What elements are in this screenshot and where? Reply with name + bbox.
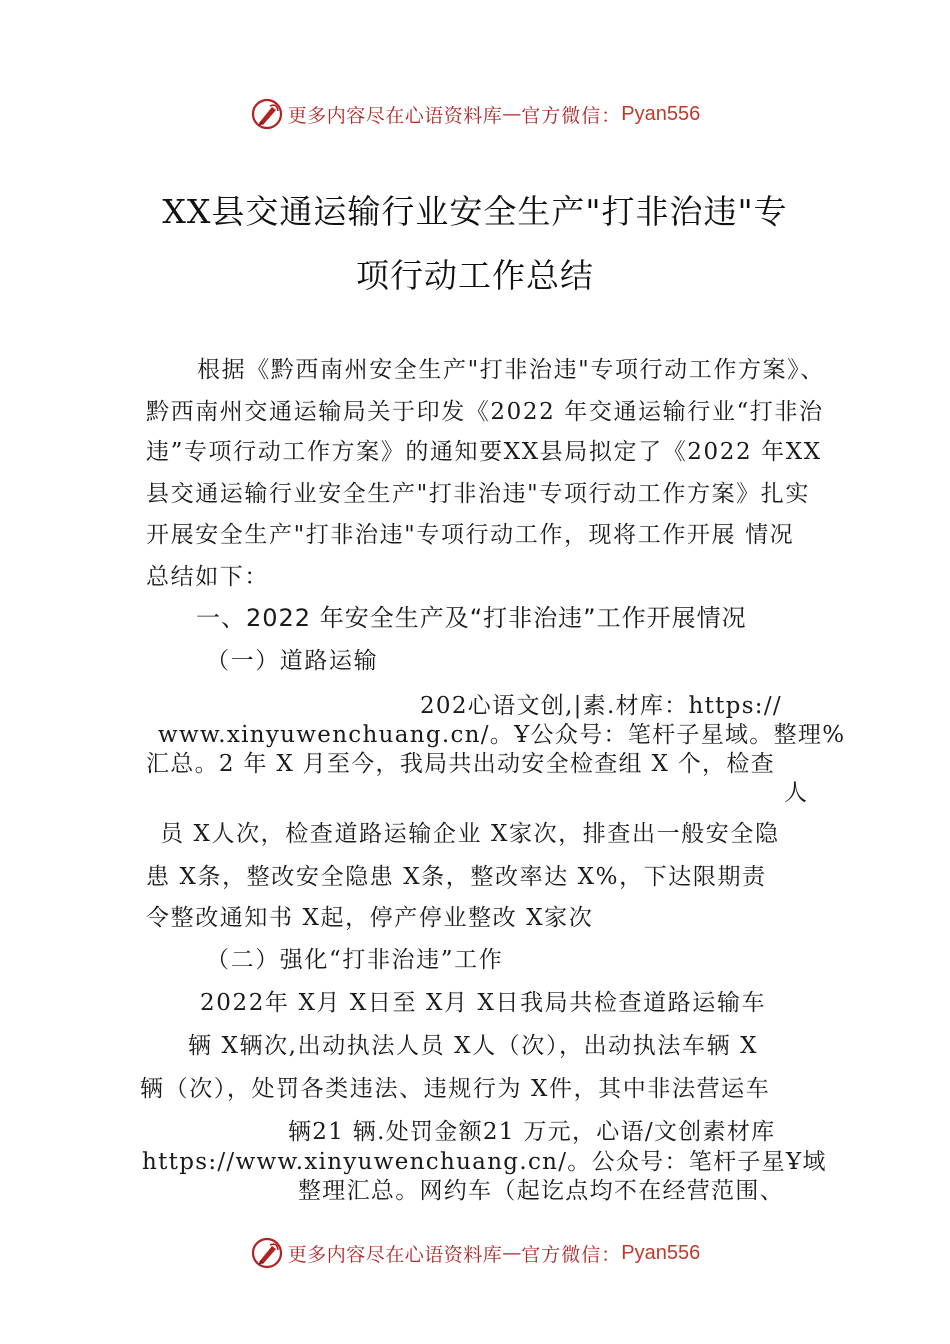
banner-brand-text: 更多内容尽在心语资料库: [287, 104, 503, 127]
banner-wechat-id: Pyan556: [621, 102, 701, 125]
body-line: 辆 X辆次,出动执法人员 X人（次），出动执法车辆 X: [188, 1033, 759, 1059]
body-line: 辆（次），处罚各类违法、违规行为 X件，其中非法营运车: [140, 1076, 771, 1102]
pen-nib-logo-icon: [250, 97, 284, 131]
body-line: 县交通运输行业安全生产"打非治违"专项行动工作方案》扎实: [146, 481, 810, 507]
body-line: 汇总。2 年 X 月至今，我局共出动安全检查组 X 个，检查: [146, 751, 775, 777]
body-line: https://www.xinyuwenchuang.cn/。公众号：笔杆子星Ұ域: [142, 1149, 827, 1175]
banner-wechat-label: 官方微信：: [521, 1243, 622, 1266]
body-line: 整理汇总。网约车（起讫点均不在经营范围、: [298, 1178, 784, 1204]
header-watermark-banner: [0, 94, 950, 134]
body-line: 令整改通知书 X起，停产停业整改 X家次: [146, 905, 594, 931]
body-line: 患 X条，整改安全隐患 X条，整改率达 X%，下达限期责: [146, 864, 767, 890]
subsection-heading-2: （二）强化“打非治违”工作: [206, 947, 504, 973]
banner-separator: —: [502, 1242, 522, 1264]
body-line: 202心语文创,|素.材库：https://: [420, 693, 782, 719]
body-line: 员 X人次，检查道路运输企业 X家次，排查出一般安全隐: [160, 821, 780, 847]
banner-wechat-id: Pyan556: [621, 1241, 701, 1264]
body-line: 黔西南州交通运输局关于印发《2022 年交通运输行业“打非治: [146, 399, 824, 425]
body-line: 辆21 辆.处罚金额21 万元，心语/文创素材库: [288, 1119, 776, 1145]
banner-brand-text: 更多内容尽在心语资料库: [287, 1243, 503, 1266]
pen-nib-logo-icon: [250, 1236, 284, 1270]
banner-separator: —: [502, 103, 522, 125]
section-heading-1: 一、2022 年安全生产及“打非治违”工作开展情况: [196, 604, 747, 632]
body-line: 根据《黔西南州安全生产"打非治违"专项行动工作方案》、: [197, 357, 825, 383]
subsection-heading-1: （一）道路运输: [206, 648, 379, 674]
body-line: 违”专项行动工作方案》的通知要XX县局拟定了《2022 年XX: [146, 439, 822, 465]
body-line: 2022年 X月 X日至 X月 X日我局共检查道路运输车: [200, 990, 767, 1016]
footer-watermark-banner: [0, 1233, 950, 1273]
body-line: 总结如下：: [146, 564, 269, 590]
document-title-line-1: XX县交通运输行业安全生产"打非治违"专: [162, 192, 788, 231]
document-title-line-2: 项行动工作总结: [356, 256, 594, 295]
body-line: 开展安全生产"打非治违"专项行动工作，现将工作开展 情况: [146, 522, 795, 548]
body-line: 人: [784, 780, 809, 806]
body-line: www.xinyuwenchuang.cn/。Ұ公众号：笔杆子星域。整理%: [158, 722, 846, 748]
banner-wechat-label: 官方微信：: [521, 104, 622, 127]
